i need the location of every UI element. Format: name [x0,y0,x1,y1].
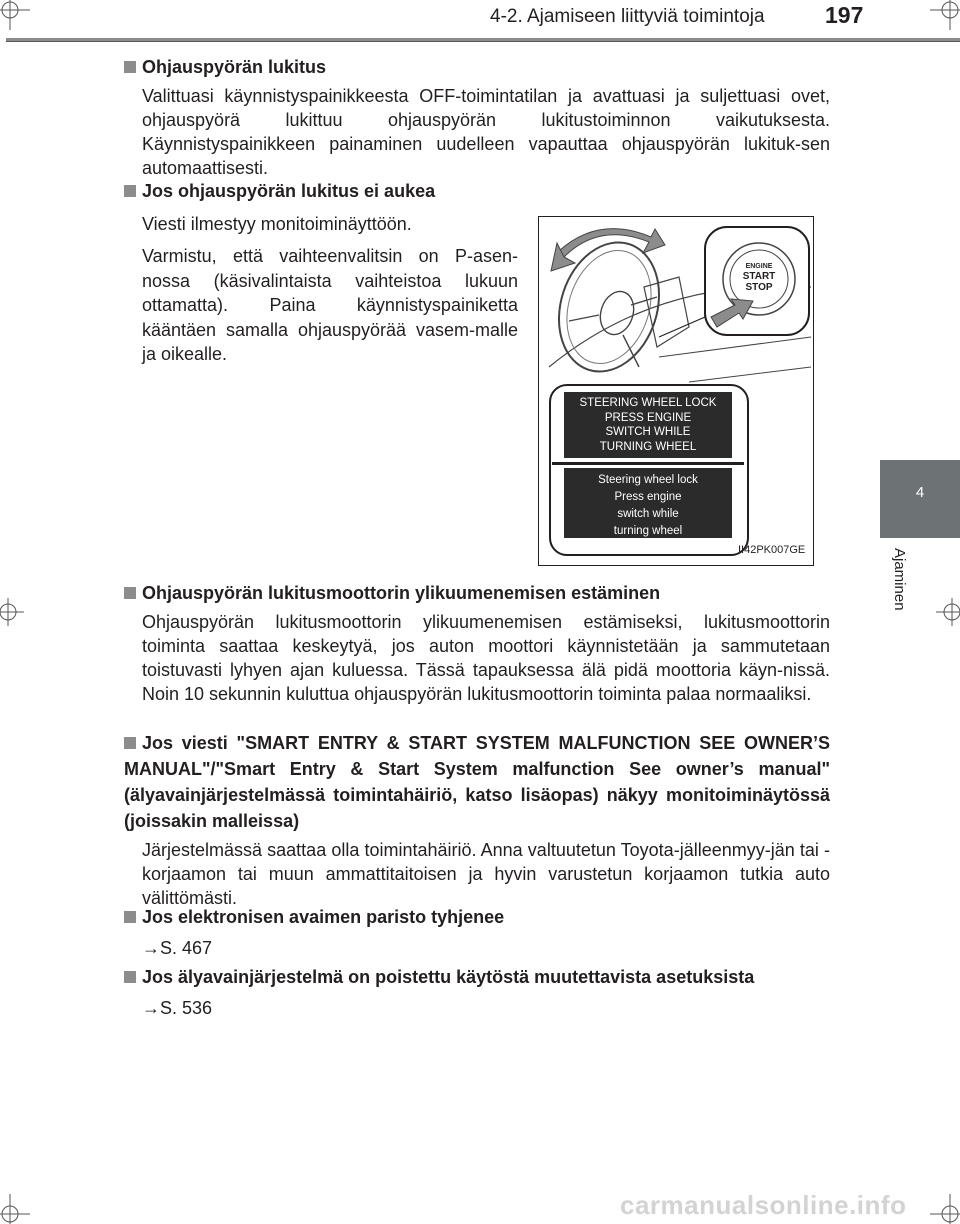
section-body: Valittuasi käynnistyspainikkeesta OFF-toimintatilan ja avattuasi ja suljettuasi ovet, ohjauspyörä lukittuu ohjauspyörän lukitustoiminnon vaikutuksesta. Käynnistyspainikkeen painaminen uudelleen vapauttaa ohjauspyörän lukituk-sen automaattisesti. [142,86,830,178]
steering-wheel-illustration [539,217,811,385]
square-bullet-icon [124,971,136,983]
chapter-title: 4-2. Ajamiseen liittyviä toimintoja [490,6,765,27]
section-heading: Jos älyavainjärjestelmä on poistettu käytöstä muutettavista asetuksista [124,964,830,990]
display-message-upper: STEERING WHEEL LOCK PRESS ENGINE SWITCH WHILE TURNING WHEEL [564,392,732,458]
page-reference-link[interactable]: →S. 467 [142,938,213,958]
crop-mark-icon [0,592,30,632]
square-bullet-icon [124,61,136,73]
section-heading: Ohjauspyörän lukitusmoottorin ylikuumenemisen estäminen [124,580,830,606]
square-bullet-icon [124,911,136,923]
square-bullet-icon [124,737,136,749]
section-motor-overheat [124,580,830,706]
section-body-para1: Viesti ilmestyy monitoiminäyttöön. [142,214,412,234]
header-rule-shadow [6,41,960,42]
watermark: carmanualsonline.info [620,1190,907,1220]
page-number: 197 [825,2,864,28]
section-lock-not-released [124,178,830,204]
crop-mark-icon [920,1184,960,1224]
crop-mark-icon [0,1184,40,1224]
square-bullet-icon [124,587,136,599]
crop-mark-icon [0,0,40,40]
engine-start-stop-button-label: ENGINE START STOP [742,263,776,293]
section-steering-lock [124,54,830,180]
section-key-battery [124,904,830,960]
section-smart-key-disabled [124,964,830,1020]
page-reference-link[interactable]: →S. 536 [142,998,213,1018]
section-heading: Ohjauspyörän lukitus [124,54,830,80]
chapter-tab-number: 4 [915,484,925,501]
crop-mark-icon [920,0,960,40]
section-body-para2: Varmistu, että vaihteenvalitsin on P-asen-nossa (käsivalintaista vaihteistoa lukuun ottamatta). Paina käynnistyspainiketta kääntäen samalla ohjauspyörää vasem-malle ja oikealle. [142,246,518,364]
section-heading: Jos elektronisen avaimen paristo tyhjenee [124,904,830,930]
section-smart-entry-malfunction [124,730,830,910]
section-body: Järjestelmässä saattaa olla toimintahäiriö. Anna valtuutetun Toyota-jälleenmyy-jän tai -korjaamon tai muun ammattitaitoisen ja hyvin varustetun korjaamon tutkia auto välittömästi. [142,840,830,908]
section-body: Ohjauspyörän lukitusmoottorin ylikuumenemisen estämiseksi, lukitusmoottorin toiminta saattaa keskeytyä, jos auton moottori käynnistetään ja sammutetaan toistuvasti lyhyen ajan kuluessa. Tässä tapauksessa älä pidä moottoria käyn-nissä. Noin 10 sekunnin kuluttua ohjauspyörän lukitusmoottorin toiminta palaa normaaliksi. [142,612,830,704]
crop-mark-icon [930,592,960,632]
display-message-lower: Steering wheel lock Press engine switch while turning wheel [564,468,732,538]
section-heading: Jos viesti "SMART ENTRY & START SYSTEM MALFUNCTION SEE OWNER’S MANUAL"/"Smart Entry & Start System malfunction See owner’s manual" (älyavainjärjestelmässä toimintahäiriö, katso lisäopas) näkyy monitoiminäytössä (joissakin malleissa) [124,733,830,831]
display-divider [552,462,744,465]
chapter-tab-label: Ajaminen [891,548,908,611]
section-heading: Jos ohjauspyörän lukitus ei aukea [124,178,830,204]
figure-code: II42PK007GE [738,544,806,556]
square-bullet-icon [124,185,136,197]
